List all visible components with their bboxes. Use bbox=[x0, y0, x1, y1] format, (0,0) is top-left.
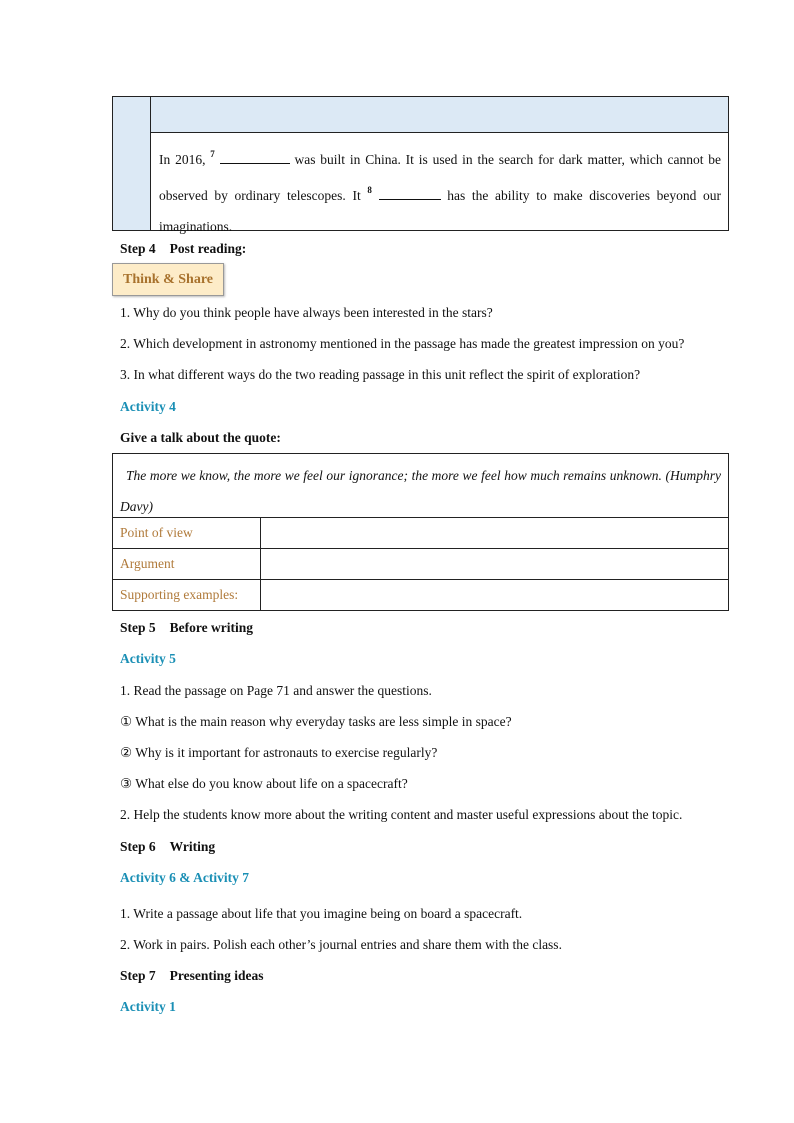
step-title: Post reading: bbox=[169, 241, 247, 256]
row-label: Supporting examples: bbox=[120, 587, 239, 602]
step-label: Step 4 bbox=[120, 241, 156, 256]
activity5-item: ① What is the main reason why everyday tasks are less simple in space? bbox=[120, 714, 512, 729]
fill-in-table bbox=[112, 96, 729, 234]
activity4-heading: Activity 4 bbox=[120, 399, 176, 414]
question-1: 1. Why do you think people have always been interested in the stars? bbox=[120, 305, 493, 320]
passage-text: has the ability to make discoveries beyond our bbox=[447, 188, 722, 203]
think-share-box bbox=[112, 263, 224, 296]
quote-author: (Humphry Davy) bbox=[120, 468, 721, 514]
activity5-item: ② Why is it important for astronauts to exercise regularly? bbox=[120, 745, 438, 760]
quote-line: The more we know, the more we feel our ignorance; the more we feel how much remains unknown. bbox=[126, 468, 662, 483]
activity5-item: 2. Help the students know more about the writing content and master useful expressions about the topic. bbox=[120, 807, 683, 822]
activity5-item: ③ What else do you know about life on a spacecraft? bbox=[120, 776, 408, 791]
passage-text: In 2016, bbox=[159, 152, 206, 167]
table-row bbox=[113, 579, 728, 610]
activity1-heading: Activity 1 bbox=[120, 999, 176, 1014]
blank-number-8: 8 bbox=[367, 185, 372, 195]
quote-table bbox=[112, 453, 729, 611]
row-label-cell bbox=[113, 549, 261, 579]
step6-heading bbox=[120, 839, 215, 855]
table-row bbox=[113, 517, 728, 548]
step-title: Before writing bbox=[169, 620, 253, 635]
row-label-cell bbox=[113, 580, 261, 610]
passage-text: was built in China. It is used in the search for dark matter, which cannot be bbox=[294, 152, 722, 167]
fill-in-passage bbox=[159, 139, 721, 242]
step-title: Presenting ideas bbox=[169, 968, 264, 983]
blank-7[interactable] bbox=[220, 151, 290, 164]
activity5-item: 1. Read the passage on Page 71 and answer the questions. bbox=[120, 683, 432, 698]
step-label: Step 6 bbox=[120, 839, 156, 854]
table-left-column bbox=[113, 97, 151, 230]
row-label: Argument bbox=[120, 556, 175, 571]
table-header-row bbox=[151, 97, 728, 133]
quote-text bbox=[120, 460, 721, 522]
activity5-heading: Activity 5 bbox=[120, 651, 176, 666]
question-3: 3. In what different ways do the two reading passage in this unit reflect the spirit of exploration? bbox=[120, 367, 641, 382]
talk-heading: Give a talk about the quote: bbox=[120, 430, 281, 445]
think-share-label: Think & Share bbox=[123, 272, 213, 287]
question-2: 2. Which development in astronomy mentioned in the passage has made the greatest impression on you? bbox=[120, 336, 685, 351]
step7-heading bbox=[120, 968, 264, 984]
row-label: Point of view bbox=[120, 525, 193, 540]
passage-text: observed by ordinary telescopes. It bbox=[159, 188, 361, 203]
step5-heading bbox=[120, 620, 253, 636]
activity6-item: 2. Work in pairs. Polish each other’s journal entries and share them with the class. bbox=[120, 937, 562, 952]
step-title: Writing bbox=[169, 839, 216, 854]
passage-text: imaginations. bbox=[159, 219, 233, 234]
activity6-item: 1. Write a passage about life that you imagine being on board a spacecraft. bbox=[120, 906, 523, 921]
row-label-cell bbox=[113, 518, 261, 548]
step4-heading bbox=[120, 241, 246, 257]
activity6-7-heading: Activity 6 & Activity 7 bbox=[120, 870, 249, 885]
step-label: Step 7 bbox=[120, 968, 156, 983]
table-row bbox=[113, 548, 728, 579]
blank-number-7: 7 bbox=[210, 149, 215, 159]
blank-8[interactable] bbox=[379, 187, 441, 200]
step-label: Step 5 bbox=[120, 620, 156, 635]
